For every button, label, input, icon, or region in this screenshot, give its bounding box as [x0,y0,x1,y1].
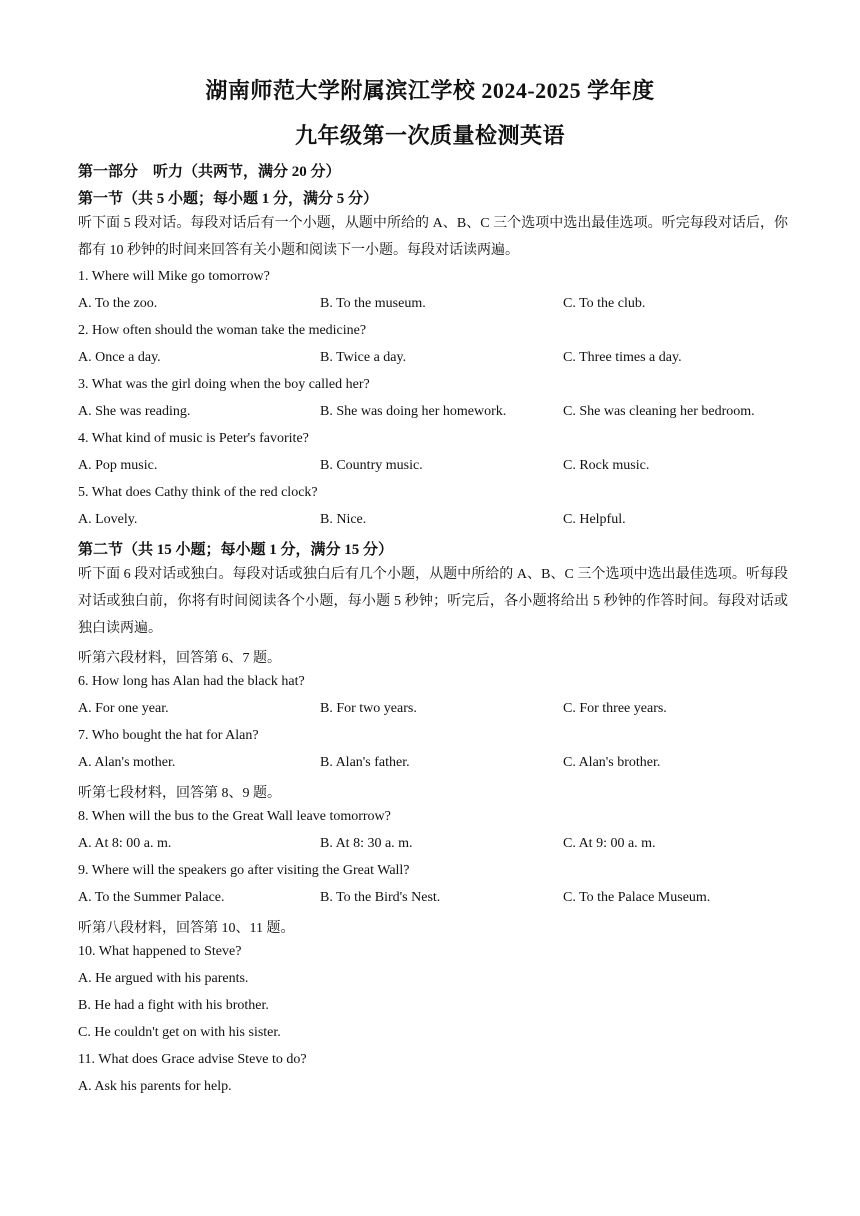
material-instruction: 听第六段材料，回答第 6、7 题。 [78,651,281,666]
question-stem: 10. What happened to Steve? [78,944,242,959]
option-c: C. He couldn't get on with his sister. [78,1025,281,1040]
option-c: C. At 9: 00 a. m. [563,836,656,851]
option-b: B. Nice. [320,512,367,527]
option-a: A. Ask his parents for help. [78,1079,232,1094]
option-b: B. He had a fight with his brother. [78,998,269,1013]
question-stem: 2. How often should the woman take the medicine? [78,323,367,338]
option-a: A. Lovely. [78,512,138,527]
option-c: C. Three times a day. [563,350,682,365]
material-instruction: 听第八段材料，回答第 10、11 题。 [78,921,295,936]
option-b: B. To the Bird's Nest. [320,890,441,905]
question-stem: 5. What does Cathy think of the red clock? [78,485,318,500]
question-stem: 4. What kind of music is Peter's favorite? [78,431,309,446]
question-stem: 3. What was the girl doing when the boy called her? [78,377,370,392]
option-c: C. She was cleaning her bedroom. [563,404,755,419]
option-b: B. She was doing her homework. [320,404,507,419]
question-stem: 1. Where will Mike go tomorrow? [78,269,270,284]
option-c: C. For three years. [563,701,667,716]
section2-instructions: 听下面 6 段对话或独白。每段对话或独白后有几个小题，从题中所给的 A、B、C 三个选项中选出最佳选项。听每段对话或独白前，你将有时间阅读各个小题，每小题 5 秒钟；听完后，各小题将给出 5 秒钟的作答时间。每段对话或独白读两遍。 [78,567,788,636]
question-stem: 9. Where will the speakers go after visiting the Great Wall? [78,863,410,878]
option-a: A. For one year. [78,701,169,716]
option-b: B. To the museum. [320,296,426,311]
option-a: A. Once a day. [78,350,161,365]
exam-title-line2: 九年级第一次质量检测英语 [294,123,565,148]
option-b: B. Country music. [320,458,423,473]
option-a: A. Pop music. [78,458,158,473]
option-b: B. Twice a day. [320,350,407,365]
option-b: B. Alan's father. [320,755,410,770]
option-b: B. At 8: 30 a. m. [320,836,413,851]
exam-title-line1: 湖南师范大学附属滨江学校 2024-2025 学年度 [205,78,655,103]
question-stem: 8. When will the bus to the Great Wall leave tomorrow? [78,809,391,824]
section1-heading: 第一节（共 5 小题；每小题 1 分，满分 5 分） [78,191,379,207]
option-c: C. To the Palace Museum. [563,890,711,905]
option-c: C. Helpful. [563,512,626,527]
option-a: A. To the Summer Palace. [78,890,225,905]
option-a: A. She was reading. [78,404,191,419]
option-c: C. Rock music. [563,458,650,473]
question-stem: 7. Who bought the hat for Alan? [78,728,259,743]
option-a: A. He argued with his parents. [78,971,249,986]
option-c: C. Alan's brother. [563,755,661,770]
question-stem: 6. How long has Alan had the black hat? [78,674,305,689]
section2-heading: 第二节（共 15 小题；每小题 1 分，满分 15 分） [78,542,394,558]
option-c: C. To the club. [563,296,646,311]
option-a: A. At 8: 00 a. m. [78,836,172,851]
option-b: B. For two years. [320,701,417,716]
option-a: A. Alan's mother. [78,755,176,770]
material-instruction: 听第七段材料，回答第 8、9 题。 [78,786,281,801]
question-stem: 11. What does Grace advise Steve to do? [78,1052,307,1067]
section1-instructions: 听下面 5 段对话。每段对话后有一个小题，从题中所给的 A、B、C 三个选项中选出最佳选项。听完每段对话后，你都有 10 秒钟的时间来回答有关小题和阅读下一小题。每段对话读两遍。 [78,216,788,258]
option-a: A. To the zoo. [78,296,158,311]
part1-heading: 第一部分 听力（共两节，满分 20 分） [78,164,341,180]
